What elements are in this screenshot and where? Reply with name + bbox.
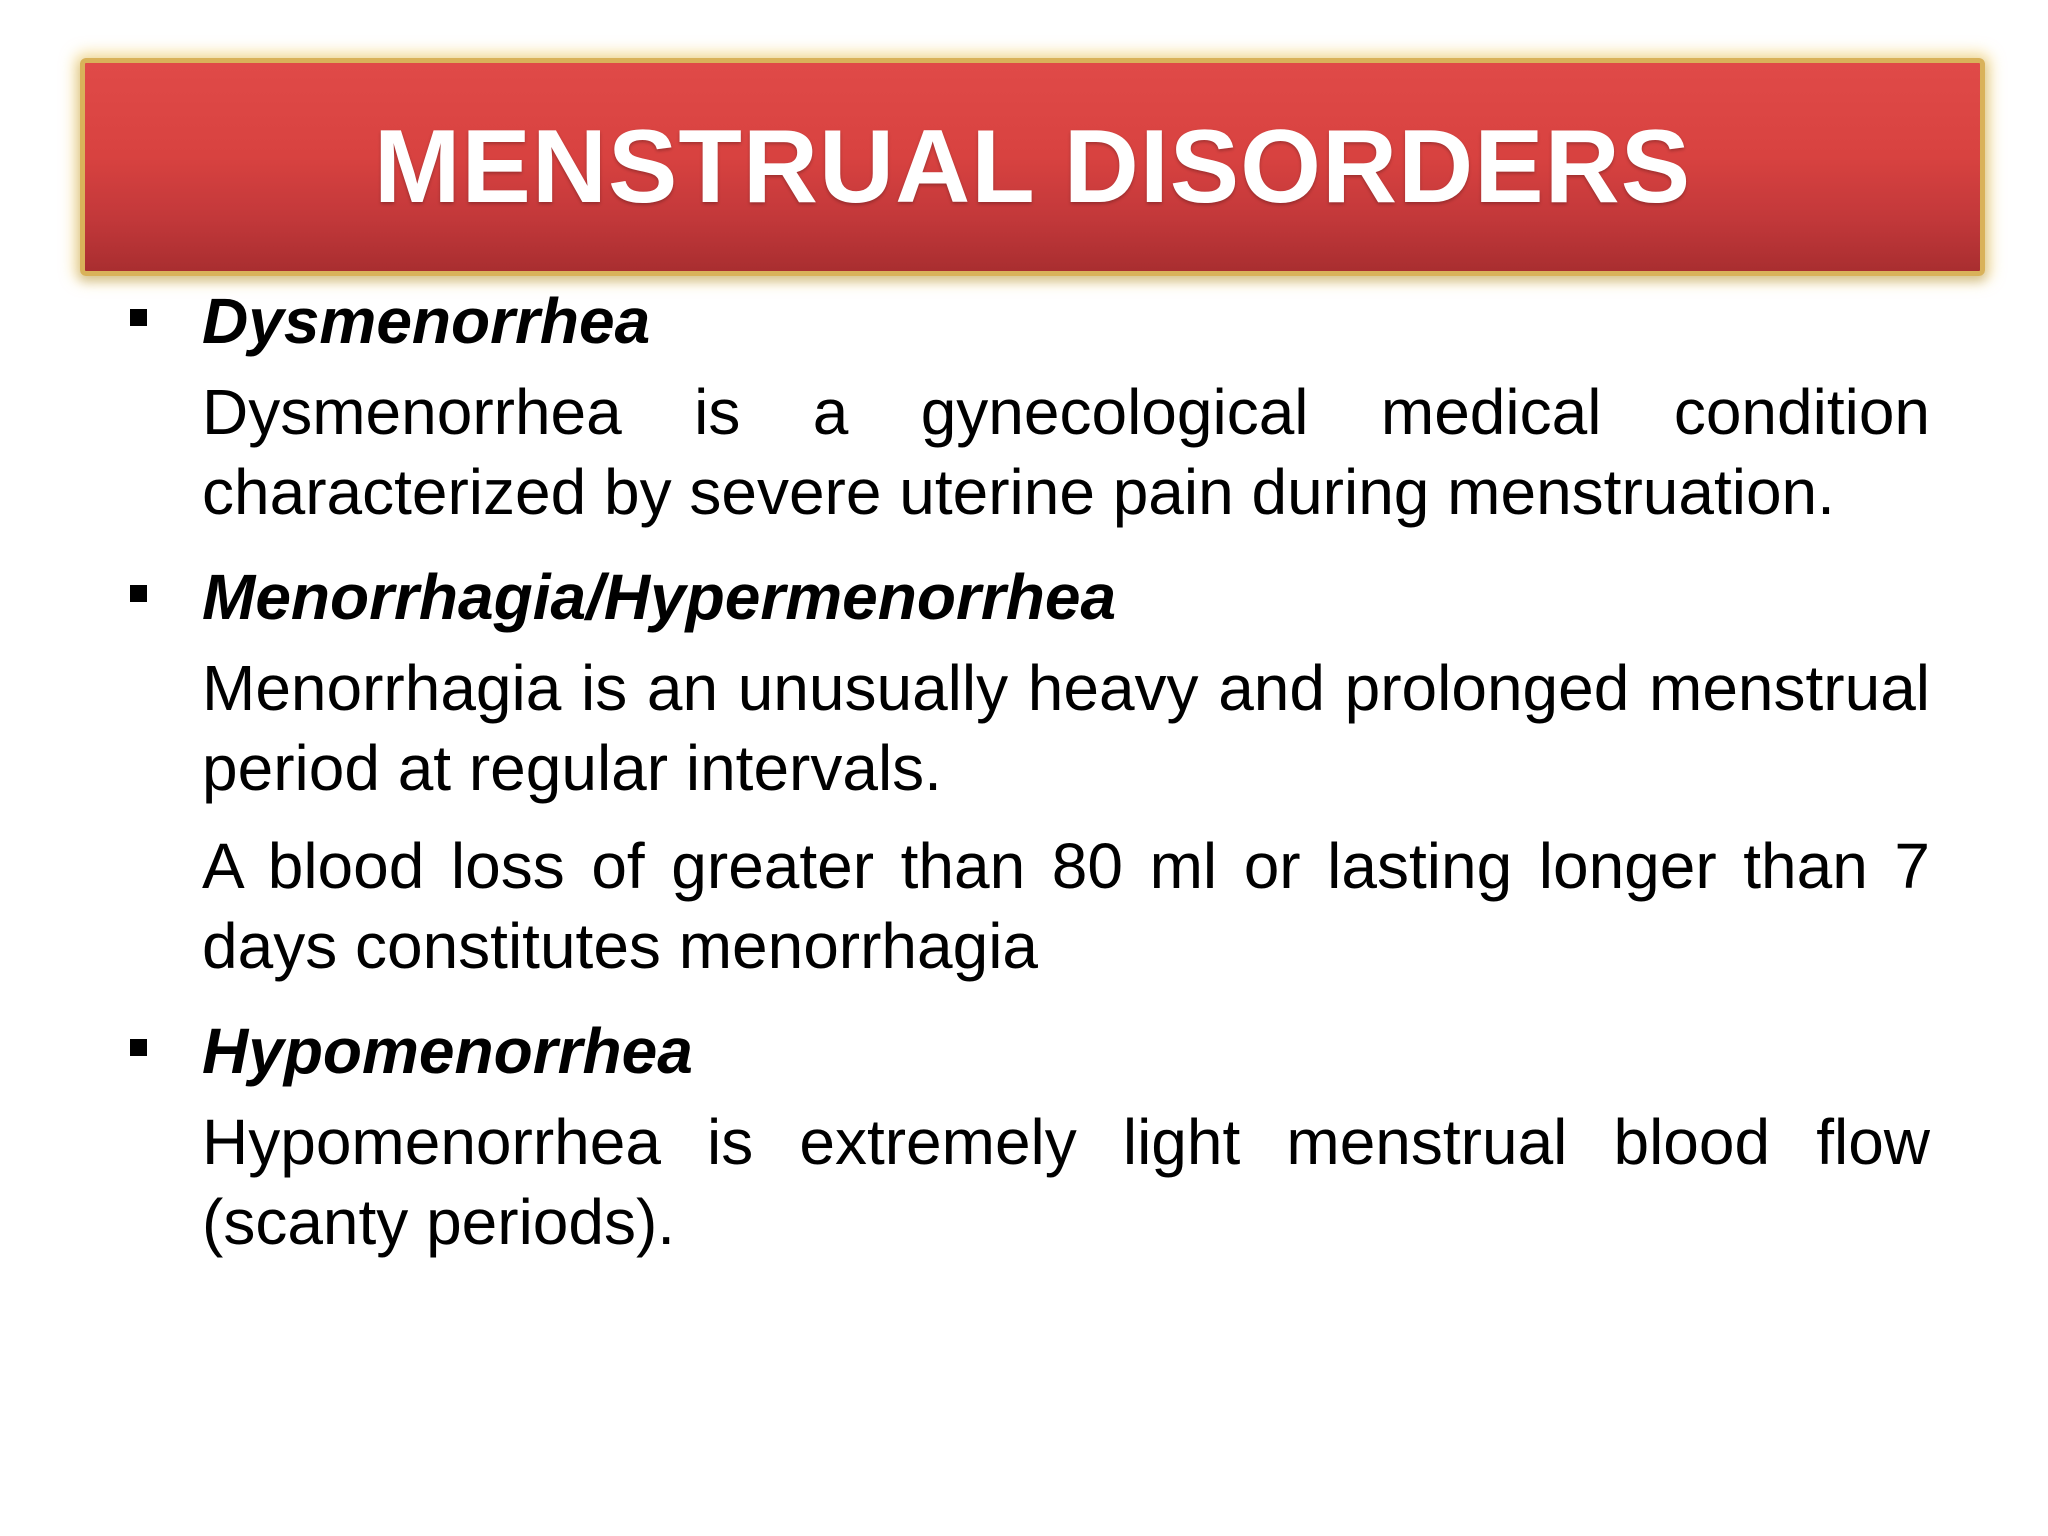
- list-item-dysmenorrhea: [130, 282, 1930, 532]
- item-description: Hypomenorrhea is extremely light menstrual blood flow (scanty periods).: [202, 1106, 1930, 1258]
- item-heading: Hypomenorrhea: [202, 1015, 693, 1087]
- slide-content: [130, 282, 1930, 1262]
- list-item-hypomenorrhea: [130, 1012, 1930, 1262]
- item-description: A blood loss of greater than 80 ml or lasting longer than 7 days constitutes menorrhagia: [202, 830, 1930, 982]
- list-item-menorrhagia: [130, 558, 1930, 986]
- item-heading: Dysmenorrhea: [202, 285, 651, 357]
- item-heading: Menorrhagia/Hypermenorrhea: [202, 561, 1117, 633]
- item-description: Menorrhagia is an unusually heavy and prolonged menstrual period at regular intervals.: [202, 652, 1930, 804]
- slide-title: MENSTRUAL DISORDERS: [373, 108, 1692, 225]
- square-bullet-icon: [130, 309, 147, 326]
- item-description: Dysmenorrhea is a gynecological medical condition characterized by severe uterine pain during menstruation.: [202, 376, 1930, 528]
- title-banner: [80, 58, 1985, 276]
- square-bullet-icon: [130, 1039, 147, 1056]
- square-bullet-icon: [130, 585, 147, 602]
